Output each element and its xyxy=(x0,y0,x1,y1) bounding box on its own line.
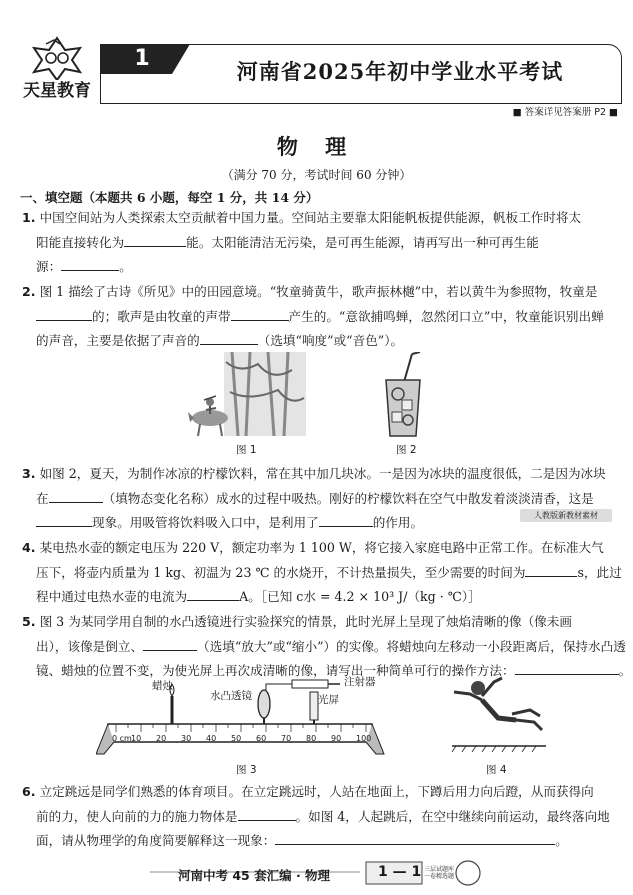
question-1-line-1 xyxy=(22,210,612,226)
question-number: 1. xyxy=(22,210,36,225)
ruler-tick-label: 10 xyxy=(131,734,142,743)
question-number: 2. xyxy=(22,284,36,299)
question-4-line-2 xyxy=(36,564,626,581)
question-text: 源： xyxy=(36,259,62,274)
ruler-tick-label: 30 xyxy=(181,734,192,743)
footer-series-title: 河南中考 45 套汇编 · 物理 xyxy=(178,868,331,883)
figure-4-long-jump xyxy=(446,674,550,752)
light-screen-label: 光屏 xyxy=(318,694,339,706)
answer-blank[interactable] xyxy=(36,514,92,527)
section-heading: 一、填空题（本题共 6 小题，每空 1 分，共 14 分） xyxy=(20,190,319,205)
brand-name: 天星教育 xyxy=(23,81,91,101)
figure-4-caption: 图 4 xyxy=(486,764,507,776)
answer-reference: ■ 答案详见答案册 P2 ■ xyxy=(512,107,618,118)
question-number: 4. xyxy=(22,540,36,555)
answer-blank[interactable] xyxy=(49,490,103,503)
question-text: 前的力，使人向前的力的施力物体是 xyxy=(36,809,238,824)
question-text: 镜、蜡烛的位置不变，为使光屏上再次成清晰的像，请写出一种简单可行的操作方法： xyxy=(36,663,515,678)
answer-blank[interactable] xyxy=(187,588,239,601)
question-text: 现象。用吸管将饮料吸入口中，是利用了 xyxy=(92,515,319,530)
question-text: A。［已知 c水 = 4.2 × 10³ J/（kg · ℃）］ xyxy=(239,589,481,604)
question-text: （填物态变化名称）成水的过程中吸热。刚好的柠檬饮料在空气中散发着淡淡清香，这是 xyxy=(102,491,594,506)
question-text: （选填“响度”或“音色”）。 xyxy=(257,333,404,348)
answer-blank[interactable] xyxy=(525,564,577,577)
question-2-line-3 xyxy=(36,332,626,349)
ruler-tick-label: 0 cm xyxy=(112,734,132,743)
ruler-tick-label: 20 xyxy=(156,734,167,743)
question-4-line-1 xyxy=(22,540,612,556)
new-textbook-tag: 人教版新教材素材 xyxy=(520,509,612,522)
water-lens-label: 水凸透镜 xyxy=(210,690,252,702)
exam-title: 河南省2025年初中学业水平考试 xyxy=(236,59,564,84)
paper-number-badge: 1 xyxy=(134,46,150,71)
question-5-line-2 xyxy=(36,638,626,655)
question-3-line-1 xyxy=(22,466,612,482)
question-text: 压下，将壶内质量为 1 kg、初温为 23 ℃ 的水烧开，不计热量损失，至少需要的时间为 xyxy=(36,565,526,580)
ruler-labels xyxy=(112,734,392,746)
question-text: 。 xyxy=(618,663,632,678)
question-5-line-1 xyxy=(22,614,612,630)
answer-blank[interactable] xyxy=(61,258,119,271)
question-3-line-2 xyxy=(36,490,626,507)
question-text: 产生的。“意欲捕鸣蝉，忽然闭口立”中，牧童能识别出蝉 xyxy=(288,309,604,324)
question-2-line-1 xyxy=(22,284,612,300)
figure-1-caption: 图 1 xyxy=(236,444,257,456)
ruler-tick-label: 50 xyxy=(231,734,242,743)
answer-blank[interactable] xyxy=(275,832,555,845)
question-number: 3. xyxy=(22,466,36,481)
question-text: 面，请从物理学的角度简要解释这一现象： xyxy=(36,833,276,848)
ruler-tick-label: 70 xyxy=(281,734,292,743)
question-text: 图 1 描绘了古诗《所见》中的田园意境。“牧童骑黄牛，歌声振林樾”中，若以黄牛为参照物，牧童是 xyxy=(39,284,598,299)
question-1-line-3 xyxy=(36,258,626,275)
answer-blank[interactable] xyxy=(238,808,296,821)
figure-2-illustration xyxy=(378,352,428,438)
question-text: 的；歌声是由牧童的声带 xyxy=(92,309,231,324)
question-text: 的作用。 xyxy=(372,515,424,530)
question-6-line-2 xyxy=(36,808,626,825)
answer-blank[interactable] xyxy=(143,638,197,651)
ruler-tick-label: 100 xyxy=(356,734,372,743)
answer-blank[interactable] xyxy=(36,308,92,321)
question-text: 在 xyxy=(36,491,49,506)
figure-2-caption: 图 2 xyxy=(396,444,417,456)
question-6-line-1 xyxy=(22,784,612,800)
syringe-label: 注射器 xyxy=(344,676,376,688)
question-text: 程中通过电热水壶的电流为 xyxy=(36,589,188,604)
ruler-tick-label: 40 xyxy=(206,734,217,743)
answer-blank[interactable] xyxy=(319,514,373,527)
mascot-icon xyxy=(456,861,480,885)
question-text: 出），该像是倒立、 xyxy=(36,639,144,654)
question-1-line-2 xyxy=(36,234,626,251)
question-4-line-3 xyxy=(36,588,626,605)
water-lens xyxy=(258,690,270,718)
question-text: 。 xyxy=(119,259,132,274)
answer-blank[interactable] xyxy=(200,332,258,345)
question-text: 能。太阳能清洁无污染，是可再生能源，请再写出一种可再生能 xyxy=(186,235,539,250)
ruler-tick-label: 90 xyxy=(331,734,342,743)
syringe xyxy=(292,680,328,688)
question-text: 图 3 为某同学用自制的水凸透镜进行实验探究的情景，此时光屏上呈现了烛焰清晰的像（像未画 xyxy=(39,614,572,629)
light-screen xyxy=(310,692,318,720)
question-text: s，此过 xyxy=(577,565,622,580)
ruler-tick-label: 60 xyxy=(256,734,267,743)
question-number: 6. xyxy=(22,784,36,799)
question-text: 中国空间站为人类探索太空贡献着中国力量。空间站主要靠太阳能帆板提供能源，帆板工作时将太 xyxy=(39,210,582,225)
figure-3-caption: 图 3 xyxy=(236,764,257,776)
footer-page-number: 1 — 1 xyxy=(378,864,422,880)
question-text: 。 xyxy=(555,833,568,848)
question-number: 5. xyxy=(22,614,36,629)
candle-label: 蜡烛 xyxy=(152,680,173,692)
subject-title: 物 理 xyxy=(276,134,357,159)
question-text: 。如图 4，人起跳后，在空中继续向前运动，最终落向地 xyxy=(295,809,610,824)
question-text: 立定跳远是同学们熟悉的体育项目。在立定跳远时，人站在地面上，下蹲后用力向后蹬，从而获得向 xyxy=(39,784,594,799)
footer-note: 三层试题库 一卷精选题 xyxy=(424,866,455,880)
figure-1-illustration xyxy=(180,352,306,436)
question-text: 的声音，主要是依据了声音的 xyxy=(36,333,200,348)
question-text: 如图 2，夏天，为制作冰凉的柠檬饮料，常在其中加几块冰。一是因为冰块的温度很低，二是因为冰块 xyxy=(39,466,606,481)
question-text: （选填“放大”或“缩小”）的实像。将蜡烛向左移动一小段距离后，保持水凸透 xyxy=(197,639,626,654)
exam-info: （满分 70 分，考试时间 60 分钟） xyxy=(221,168,412,182)
answer-blank[interactable] xyxy=(231,308,289,321)
question-text: 某电热水壶的额定电压为 220 V，额定功率为 1 100 W，将它接入家庭电路中正常工作。在标准大气 xyxy=(39,540,604,555)
ruler-tick-label: 80 xyxy=(306,734,317,743)
question-2-line-2 xyxy=(36,308,626,325)
question-text: 阳能直接转化为 xyxy=(36,235,125,250)
question-6-line-3 xyxy=(36,832,626,849)
answer-blank[interactable] xyxy=(124,234,186,247)
